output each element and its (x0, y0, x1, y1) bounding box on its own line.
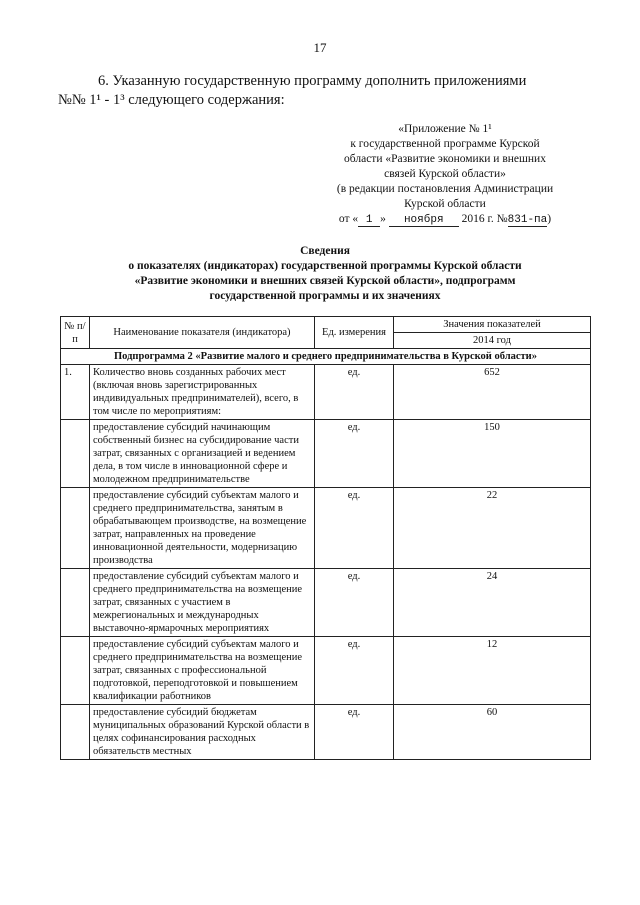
indicators-table (60, 316, 591, 760)
heading-line: государственной программы и их значениях (209, 290, 441, 302)
table-row (61, 488, 591, 569)
row-name: предоставление субсидий субъектам малого и среднего предпринимательства на возмещение затрат, связанных с профессиональной подготовкой, переподготовкой и повышением квалификации работников (90, 637, 315, 705)
annex-line: Курской области (404, 198, 486, 210)
table-row (61, 569, 591, 637)
header-values: Значения показателей (394, 317, 591, 333)
date-prefix: от « (338, 213, 359, 225)
subprogram-row (61, 349, 591, 365)
row-name: предоставление субсидий субъектам малого и среднего предпринимательства на возмещение затрат, связанных с участием в межрегиональных и международных выставочно-ярмарочных мероприятиях (90, 569, 315, 637)
row-value: 150 (394, 420, 591, 488)
row-unit: ед. (315, 569, 394, 637)
row-value: 24 (394, 569, 591, 637)
annex-date-line (300, 212, 590, 227)
row-unit: ед. (315, 637, 394, 705)
table-row (61, 365, 591, 420)
row-value: 12 (394, 637, 591, 705)
row-value: 60 (394, 705, 591, 760)
row-name: предоставление субсидий бюджетам муниципальных образований Курской области в целях софинансирования расходных обязательств местных (90, 705, 315, 760)
row-num (61, 569, 90, 637)
intro-line-1: 6. Указанную государственную программу дополнить приложениями (98, 73, 527, 89)
annex-line: (в редакции постановления Администрации (336, 183, 554, 195)
row-unit: ед. (315, 365, 394, 420)
row-value: 22 (394, 488, 591, 569)
header-unit: Ед. измерения (315, 317, 394, 349)
resolution-number: 831-па (507, 214, 548, 226)
row-num (61, 488, 90, 569)
annex-line: к государственной программе Курской (350, 138, 540, 150)
row-num (61, 637, 90, 705)
page-number: 17 (313, 40, 327, 55)
date-year: 2016 г. № (461, 213, 508, 225)
date-suffix: ) (547, 213, 552, 225)
heading-line: «Развитие экономики и внешних связей Курской области», подпрограмм (134, 275, 516, 287)
row-value: 652 (394, 365, 591, 420)
annex-block (300, 122, 590, 227)
row-num (61, 705, 90, 760)
row-unit: ед. (315, 488, 394, 569)
heading-line: Сведения (300, 245, 350, 257)
table-row (61, 637, 591, 705)
header-num: № п/п (61, 317, 90, 349)
row-name: предоставление субсидий начинающим собственный бизнес на субсидирование части затрат, связанных с организацией и ведением дела, в том числе в инновационной сфере и молодежном предпринимательстве (90, 420, 315, 488)
annex-line: связей Курской области» (384, 168, 506, 180)
row-name: предоставление субсидий субъектам малого и среднего предпринимательства, занятым в обрабатывающем производстве, на возмещение затрат, направленных на проведение инновационной деятельности, модернизацию производства (90, 488, 315, 569)
row-name: Количество вновь созданных рабочих мест (включая вновь зарегистрированных индивидуальных предпринимателей), всего, в том числе по мероприятиям: (90, 365, 315, 420)
date-day: 1 (358, 214, 380, 227)
header-name: Наименование показателя (индикатора) (90, 317, 315, 349)
date-mid: » (380, 213, 386, 225)
row-num: 1. (61, 365, 90, 420)
annex-line: области «Развитие экономики и внешних (344, 153, 546, 165)
row-unit: ед. (315, 705, 394, 760)
table-row (61, 420, 591, 488)
annex-title: «Приложение № 1¹ (398, 123, 492, 135)
table-row (61, 705, 591, 760)
header-year: 2014 год (394, 333, 591, 349)
subprogram-title: Подпрограмма 2 «Развитие малого и среднего предпринимательства в Курской области» (61, 349, 591, 365)
row-unit: ед. (315, 420, 394, 488)
heading-line: о показателях (индикаторах) государственной программы Курской области (128, 260, 522, 272)
date-month: ноября (389, 214, 459, 227)
table-header-row (61, 317, 591, 333)
intro-paragraph (58, 72, 588, 110)
intro-line-2: №№ 1¹ - 1³ следующего содержания: (58, 92, 285, 108)
table-heading (60, 244, 590, 304)
row-num (61, 420, 90, 488)
